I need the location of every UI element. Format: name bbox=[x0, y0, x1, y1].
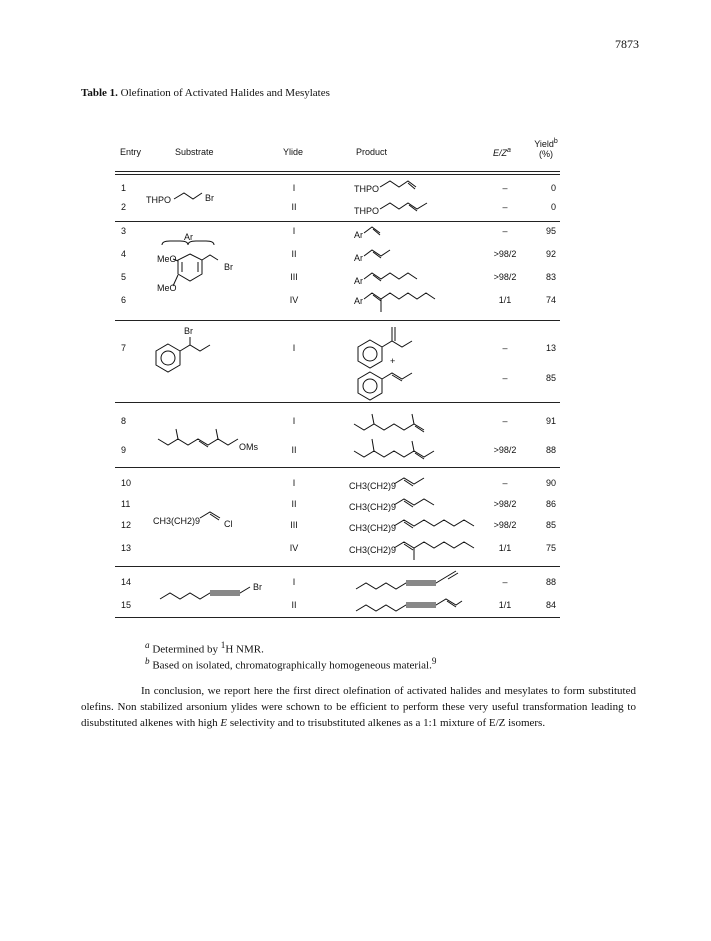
product-entry-11 bbox=[349, 499, 434, 512]
row-ylide: II bbox=[291, 202, 297, 212]
row-yield: 90 bbox=[545, 478, 556, 488]
row-ez: – bbox=[502, 183, 508, 193]
row-yield: 0 bbox=[550, 183, 556, 193]
row-yield: 92 bbox=[545, 249, 556, 259]
row-ylide: III bbox=[290, 272, 298, 282]
row-ez: >98/2 bbox=[493, 499, 517, 509]
row-entry: 11 bbox=[121, 499, 131, 509]
row-entry: 14 bbox=[121, 577, 132, 587]
svg-text:Br: Br bbox=[253, 582, 262, 592]
substrate-chloride bbox=[153, 512, 233, 529]
svg-text:Ar: Ar bbox=[184, 232, 193, 242]
product-entry-13 bbox=[349, 542, 474, 560]
product-entry-7b bbox=[358, 372, 412, 400]
row-ez: >98/2 bbox=[493, 445, 517, 455]
row-entry: 2 bbox=[121, 202, 127, 212]
col-yield: Yield$^b$ (%) bbox=[534, 138, 558, 159]
product-entry-8 bbox=[354, 414, 424, 432]
svg-text:+: + bbox=[390, 356, 396, 366]
row-entry: 6 bbox=[121, 295, 127, 305]
substrate-mesylate bbox=[158, 429, 258, 452]
row-entry: 10 bbox=[121, 478, 132, 488]
svg-text:Br: Br bbox=[184, 326, 193, 336]
row-ylide: IV bbox=[289, 295, 299, 305]
product-entry-14 bbox=[356, 571, 458, 589]
row-yield: 74 bbox=[545, 295, 556, 305]
row-yield: 75 bbox=[545, 543, 556, 553]
col-ez: $E/Z^a$ bbox=[493, 147, 511, 158]
svg-text:CH3(CH2)9: CH3(CH2)9 bbox=[349, 545, 397, 555]
row-ez: 1/1 bbox=[498, 543, 512, 553]
row-ylide: II bbox=[291, 249, 297, 259]
svg-text:THPO: THPO bbox=[146, 195, 172, 205]
row-yield: 88 bbox=[545, 577, 556, 587]
row-yield: 91 bbox=[545, 416, 556, 426]
row-yield: 84 bbox=[545, 600, 556, 610]
row-ylide: I bbox=[292, 343, 296, 353]
footnote-a: $^a$ Determined by $^1$H NMR. bbox=[145, 640, 264, 656]
row-yield: 83 bbox=[545, 272, 556, 282]
table-label: Table 1. bbox=[81, 87, 118, 99]
svg-text:MeO: MeO bbox=[157, 254, 177, 264]
row-entry: 9 bbox=[121, 445, 127, 455]
product-entry-5 bbox=[354, 273, 417, 286]
row-entry: 15 bbox=[121, 600, 132, 610]
product-entry-3 bbox=[354, 227, 380, 240]
svg-text:Br: Br bbox=[205, 193, 214, 203]
table-title: Olefination of Activated Halides and Mesylates bbox=[120, 87, 330, 99]
row-ylide: I bbox=[292, 226, 296, 236]
product-entry-1 bbox=[354, 181, 416, 194]
row-yield: 85 bbox=[545, 520, 556, 530]
row-ylide: II bbox=[291, 600, 297, 610]
svg-text:THPO: THPO bbox=[354, 184, 380, 194]
row-entry: 8 bbox=[121, 416, 127, 426]
svg-text:CH3(CH2)9: CH3(CH2)9 bbox=[153, 516, 201, 526]
row-ez: – bbox=[502, 577, 508, 587]
row-entry: 12 bbox=[121, 520, 132, 530]
row-ylide: IV bbox=[289, 543, 299, 553]
product-entry-12 bbox=[349, 520, 474, 533]
svg-text:Ar: Ar bbox=[354, 276, 363, 286]
row-ylide: III bbox=[290, 520, 298, 530]
row-ez: 1/1 bbox=[498, 600, 512, 610]
svg-text:Ar: Ar bbox=[354, 253, 363, 263]
page-number: 7873 bbox=[615, 37, 639, 51]
svg-text:Cl: Cl bbox=[224, 519, 233, 529]
product-entry-15 bbox=[356, 599, 462, 611]
row-ylide: I bbox=[292, 577, 296, 587]
svg-text:THPO: THPO bbox=[354, 206, 380, 216]
product-entry-10 bbox=[349, 478, 424, 491]
row-yield: 95 bbox=[545, 226, 556, 236]
row-ez: – bbox=[502, 478, 508, 488]
svg-text:Ar: Ar bbox=[354, 230, 363, 240]
row-entry: 7 bbox=[121, 343, 127, 353]
row-entry: 1 bbox=[121, 183, 127, 193]
row-ez: – bbox=[502, 202, 508, 212]
substrate-thpo-bromide bbox=[146, 193, 214, 205]
substrate-alkyne-bromide bbox=[160, 582, 262, 599]
row-entry: 4 bbox=[121, 249, 127, 259]
row-yield: 13 bbox=[545, 343, 556, 353]
svg-text:MeO: MeO bbox=[157, 283, 177, 293]
row-ylide: II bbox=[291, 445, 297, 455]
row-yield: 0 bbox=[550, 202, 556, 212]
svg-text:CH3(CH2)9: CH3(CH2)9 bbox=[349, 502, 397, 512]
conclusion-paragraph: In conclusion, we report here the first direct olefination of activated halides and mesylates to form substituted olefins. Non stabilized arsonium ylides were schown to be efficient to perform these very useful transformation leading to disubstituted alkenes with high E selectivity and to trisubstituted alkenes as a 1:1 mixture of E/Z isomers. bbox=[81, 685, 636, 729]
row-yield: 88 bbox=[545, 445, 556, 455]
col-product: Product bbox=[356, 147, 388, 157]
row-ez: – bbox=[502, 373, 508, 383]
footnote-b: $^b$ Based on isolated, chromatographically homogeneous material.$^9$ bbox=[145, 656, 437, 672]
row-ez: >98/2 bbox=[493, 520, 517, 530]
svg-text:CH3(CH2)9: CH3(CH2)9 bbox=[349, 481, 397, 491]
product-entry-6 bbox=[354, 293, 435, 312]
row-ylide: I bbox=[292, 416, 296, 426]
svg-text:Br: Br bbox=[224, 262, 233, 272]
product-entry-2 bbox=[354, 203, 427, 216]
row-ez: – bbox=[502, 416, 508, 426]
row-yield: 85 bbox=[545, 373, 556, 383]
product-entry-7a bbox=[358, 327, 412, 368]
svg-text:OMs: OMs bbox=[239, 442, 258, 452]
row-entry: 3 bbox=[121, 226, 127, 236]
product-entry-9 bbox=[354, 439, 434, 459]
row-ylide: I bbox=[292, 183, 296, 193]
row-yield: 86 bbox=[545, 499, 556, 509]
row-entry: 13 bbox=[121, 543, 132, 553]
substrate-phenyl-bromide bbox=[156, 326, 210, 372]
row-ez: 1/1 bbox=[498, 295, 512, 305]
row-ez: >98/2 bbox=[493, 272, 517, 282]
col-ylide: Ylide bbox=[283, 147, 304, 157]
row-ez: – bbox=[502, 226, 508, 236]
row-ez: – bbox=[502, 343, 508, 353]
col-substrate: Substrate bbox=[175, 147, 214, 157]
row-ylide: II bbox=[291, 499, 297, 509]
row-entry: 5 bbox=[121, 272, 127, 282]
svg-text:Ar: Ar bbox=[354, 296, 363, 306]
svg-text:CH3(CH2)9: CH3(CH2)9 bbox=[349, 523, 397, 533]
product-entry-4 bbox=[354, 250, 390, 263]
col-entry: Entry bbox=[120, 147, 142, 157]
row-ez: >98/2 bbox=[493, 249, 517, 259]
substrate-aryl-bromide bbox=[157, 232, 233, 293]
row-ylide: I bbox=[292, 478, 296, 488]
